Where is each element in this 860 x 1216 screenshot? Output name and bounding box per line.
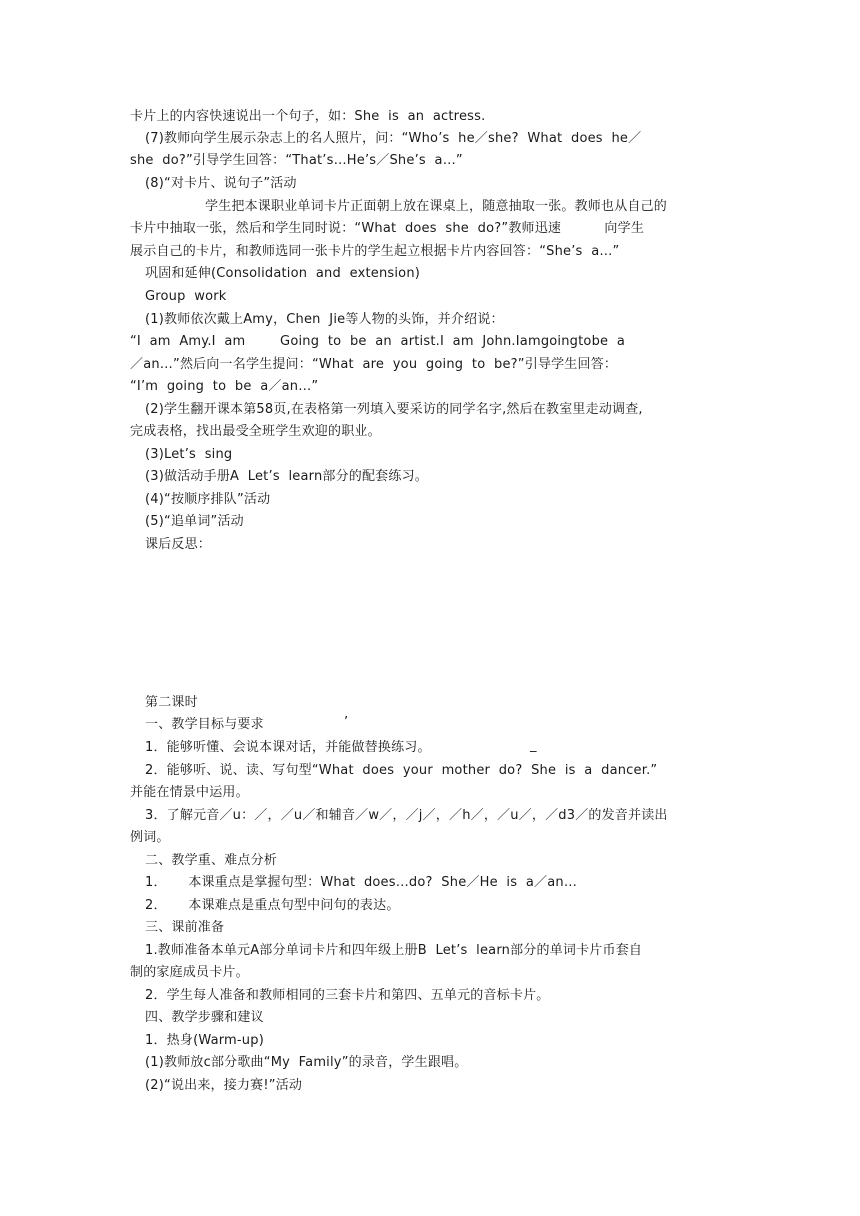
text-line: (1)教师依次戴上Amy，Chen Jie等人物的头饰，并介绍说： [145, 312, 504, 327]
text-line: 完成表格，找出最受全班学生欢迎的职业。 [130, 424, 381, 439]
text-line: Group work [145, 289, 227, 304]
text-line: 2．能够听、说、读、写句型“What does your mother do? She is a dancer.” [145, 763, 658, 778]
text-line: 1．热身(Warm-up) [145, 1033, 264, 1048]
text-line: 1.教师准备本单元A部分单词卡片和四年级上册B Let’s learn部分的单词卡片币套自 [145, 943, 643, 958]
text-line: 并能在情景中运用。 [130, 785, 249, 800]
text-line: ／an…”然后向一名学生提问：“What are you going to be?”引导学生回答： [130, 357, 618, 372]
heading: 四、教学步骤和建议 [145, 1010, 264, 1025]
text-line: 学生把本课职业单词卡片正面朝上放在课桌上，随意抽取一张。教师也从自己的 [205, 199, 668, 214]
text-line: (3)做活动手册A Let’s learn部分的配套练习。 [145, 469, 428, 484]
heading: 三、课前准备 [145, 920, 225, 935]
heading: 二、教学重、难点分析 [145, 853, 278, 868]
heading: 一、教学目标与要求 [145, 717, 264, 732]
text-line: (2)“说出来，接力赛!”活动 [145, 1078, 303, 1093]
text-line: (3)Let’s sing [145, 447, 233, 462]
text-line: she do?”引导学生回答：“That’s…He’s／She’s a…” [130, 153, 463, 168]
text-line: (4)“按顺序排队”活动 [145, 492, 271, 507]
text-line: (2)学生翻开课本第58页,在表格第一列填入要采访的同学名字,然后在教室里走动调查, [145, 402, 643, 417]
stray-mark: ’ [344, 715, 349, 730]
text-line: (1)教师放c部分歌曲“My Family”的录音，学生跟唱。 [145, 1055, 468, 1070]
section-title: 第二课时 [145, 695, 198, 710]
text-line: (7)教师向学生展示杂志上的名人照片，问：“Who’s he／she? What does he／ [145, 131, 642, 146]
text-line: 3．了解元音／u：／，／u／和辅音／w／，／j／，／h／，／u／，／d3／的发音并读出 [145, 808, 668, 823]
text-line: 2． 本课难点是重点句型中问句的表达。 [145, 898, 400, 913]
text-line: (8)“对卡片、说句子”活动 [145, 176, 297, 191]
text-line: (5)“追单词”活动 [145, 514, 244, 529]
stray-mark: _ [530, 738, 537, 753]
text-line: “I am Amy.I am Going to be an artist.I am John.Iamgoingtobe a [130, 334, 626, 349]
text-line: 制的家庭成员卡片。 [130, 965, 249, 980]
text-line: 课后反思： [145, 537, 212, 552]
text-line: 展示自己的卡片，和教师选同一张卡片的学生起立根据卡片内容回答：“She’s a…” [130, 244, 620, 259]
text-line: 卡片中抽取一张，然后和学生同时说：“What does she do?”教师迅速 向学生 [130, 221, 645, 236]
text-line: 例词。 [130, 830, 170, 845]
text-line: “I’m going to be a／an…” [130, 379, 319, 394]
text-line: 巩固和延伸(Consolidation and extension) [145, 266, 421, 281]
text-line: 1．能够听懂、会说本课对话，并能做替换练习。 [145, 740, 431, 755]
text-line: 2．学生每人准备和教师相同的三套卡片和第四、五单元的音标卡片。 [145, 988, 550, 1003]
text-line: 1． 本课重点是掌握句型：What does…do? She／He is a／an… [145, 875, 578, 890]
text-line: 卡片上的内容快速说出一个句子，如：She is an actress. [130, 109, 486, 124]
